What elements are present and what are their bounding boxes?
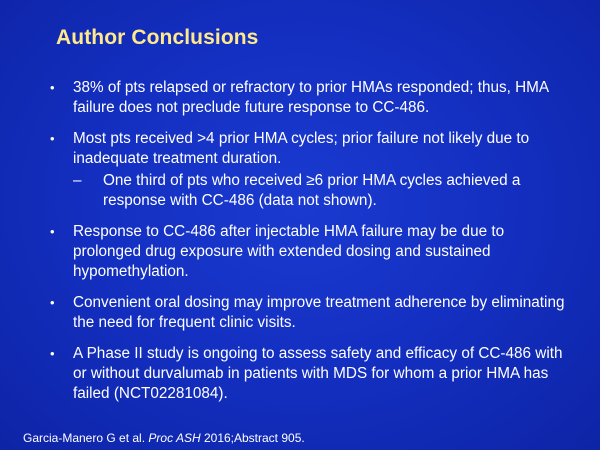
bullet-text: Most pts received >4 prior HMA cycles; prior failure not likely due to inadequate treatment duration. [73,130,530,167]
bullet-marker: • [50,346,55,361]
bullet-text: A Phase II study is ongoing to assess safety and efficacy of CC-486 with or without durvalumab in patients with MDS for whom a prior HMA has failed (NCT02281084). [73,345,563,402]
bullet-item [50,222,570,282]
bullet-item [50,293,570,333]
bullet-text: 38% of pts relapsed or refractory to prior HMAs responded; thus, HMA failure does not preclude future response to CC-486. [73,79,549,116]
sub-bullet-marker: – [73,172,82,189]
bullet-text: Convenient oral dosing may improve treatment adherence by eliminating the need for frequent clinic visits. [73,294,565,331]
slide-title: Author Conclusions [56,26,259,49]
citation [23,431,305,445]
bullet-item [50,78,570,118]
bullet-item [50,129,570,211]
citation-details: 2016;Abstract 905. [200,431,305,445]
bullet-list [50,78,570,415]
sub-bullet-item [73,171,570,211]
citation-authors: Garcia-Manero G et al. [23,431,149,445]
bullet-item [50,344,570,404]
citation-journal: Proc ASH [148,431,201,445]
bullet-marker: • [50,224,55,239]
sub-bullet-text: One third of pts who received ≥6 prior HMA cycles achieved a response with CC-486 (data not shown). [103,172,521,209]
bullet-marker: • [50,295,55,310]
bullet-marker: • [50,80,55,95]
bullet-text: Response to CC-486 after injectable HMA failure may be due to prolonged drug exposure with extended dosing and sustained hypomethylation. [73,223,505,280]
bullet-marker: • [50,131,55,146]
